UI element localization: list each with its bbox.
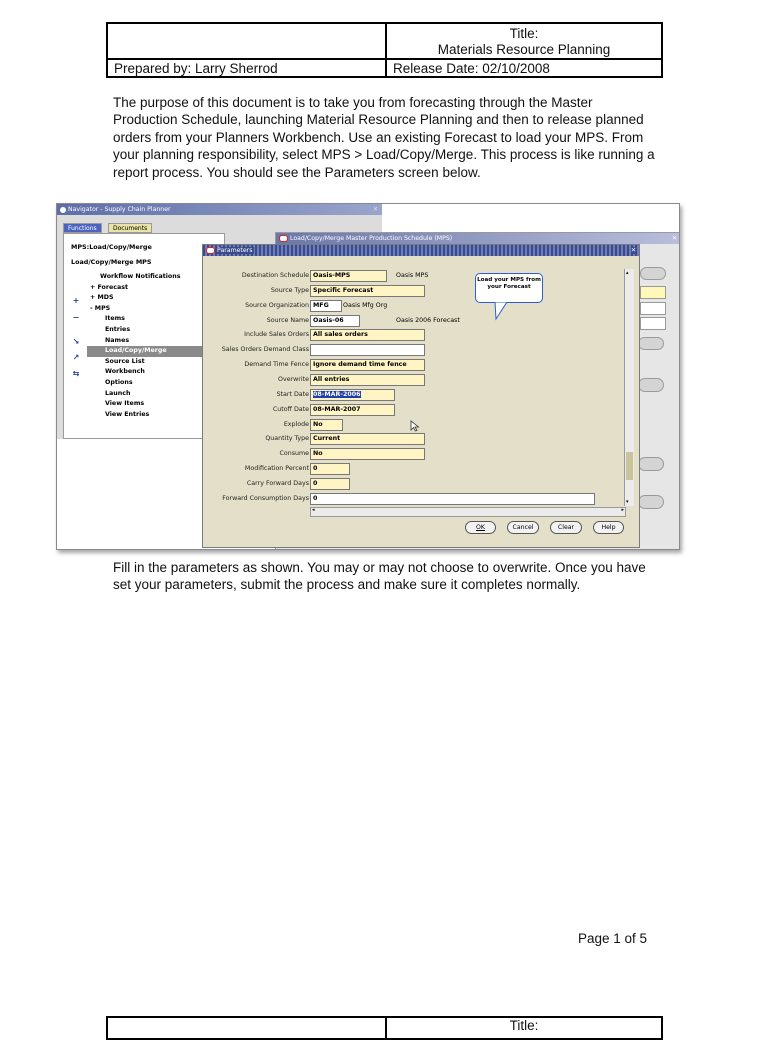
param-value: Ignore demand time fence (313, 361, 407, 369)
param-field[interactable] (310, 419, 343, 431)
ok-button[interactable]: OK (465, 521, 496, 534)
vertical-scrollbar[interactable] (624, 269, 634, 506)
param-value: All entries (313, 375, 350, 383)
navigator-title: Navigator - Supply Chain Planner (68, 206, 171, 213)
tree-item[interactable]: View Items (105, 400, 145, 408)
param-field[interactable] (310, 448, 425, 460)
param-label: Source Type (270, 286, 309, 294)
next-header-title-label: Title: (386, 1017, 662, 1039)
parameters-dialog (202, 244, 640, 548)
link-icon[interactable]: ⇆ (72, 369, 80, 378)
scroll-down-icon[interactable]: ▾ (626, 499, 629, 505)
tree-item[interactable]: Options (105, 378, 133, 386)
param-label: Cutoff Date (272, 405, 309, 413)
param-field[interactable] (310, 404, 395, 416)
tree-item[interactable]: Names (105, 336, 130, 344)
followup-paragraph: Fill in the parameters as shown. You may or may not choose to overwrite. Once you have set your parameters, submit the process and make sure it completes normally. (113, 560, 646, 593)
param-value: No (313, 450, 323, 458)
param-value: MFG (313, 301, 329, 309)
param-value: 0 (313, 494, 318, 502)
background-button (638, 495, 664, 509)
clear-button[interactable]: Clear (550, 521, 582, 534)
mouse-pointer-icon (410, 420, 420, 432)
param-label: Forward Consumption Days (222, 494, 309, 502)
param-label: Quantity Type (265, 435, 309, 443)
param-field[interactable] (310, 270, 387, 282)
tree-item[interactable]: + MDS (90, 294, 114, 302)
horizontal-scrollbar[interactable] (310, 507, 626, 517)
close-icon[interactable]: ✕ (671, 235, 677, 242)
background-button (638, 337, 664, 350)
param-field[interactable] (310, 329, 425, 341)
param-value: Oasis-MPS (313, 272, 351, 279)
param-field[interactable] (310, 359, 425, 371)
param-field[interactable] (310, 433, 425, 445)
tree-item-selected[interactable]: Load/Copy/Merge (87, 346, 223, 357)
document-header-table (106, 22, 663, 78)
tree-item[interactable]: Source List (105, 357, 145, 365)
param-label: Source Name (266, 316, 309, 324)
param-label: Sales Orders Demand Class (221, 346, 309, 354)
collapse-all-icon[interactable]: ↗ (72, 353, 80, 362)
param-label: Demand Time Fence (244, 361, 309, 369)
scroll-right-icon[interactable]: ▸ (621, 507, 624, 513)
tab-documents[interactable]: Documents (108, 223, 152, 233)
intro-paragraph: The purpose of this document is to take you from forecasting through the Master Production Schedule, launching Material Resource Planning and then to release planned orders from your Planners Workbench. Use an existing Forecast to load your MPS. From your planning responsibility, select MPS > Load/Copy/Merge. This process is like running a report process. You should see the Parameters screen below. (113, 95, 655, 180)
prepared-by: Prepared by: Larry Sherrod (107, 59, 386, 77)
param-value: Specific Forecast (313, 286, 374, 294)
param-description: Oasis 2006 Forecast (396, 316, 460, 324)
param-value: 08-MAR-2007 (313, 405, 361, 413)
background-button (638, 378, 664, 392)
param-value: 0 (313, 465, 318, 473)
param-label: Consume (279, 450, 309, 458)
tree-item[interactable]: - MPS (90, 304, 111, 312)
parameters-title: Parameters (217, 247, 253, 254)
navigator-heading: MPS:Load/Copy/Merge (71, 243, 152, 251)
param-label: Explode (283, 420, 309, 428)
tree-item[interactable]: View Entries (105, 410, 150, 418)
callout-pointer (493, 302, 513, 322)
param-value: No (313, 420, 323, 428)
help-button[interactable]: Help (593, 521, 624, 534)
close-icon[interactable]: ✕ (372, 206, 378, 213)
embedded-screenshot (56, 203, 680, 550)
param-label: Overwrite (278, 375, 309, 383)
expand-all-icon[interactable]: ↘ (72, 337, 80, 346)
oracle-icon (279, 235, 288, 242)
collapse-icon[interactable]: − (72, 313, 80, 322)
tree-item[interactable]: Entries (105, 325, 131, 333)
param-field[interactable] (310, 300, 342, 312)
next-page-header-table (106, 1016, 663, 1040)
param-field[interactable] (310, 344, 425, 356)
background-button (638, 457, 664, 471)
close-icon[interactable]: ✕ (630, 247, 636, 254)
tree-item[interactable]: Workflow Notifications (100, 273, 181, 280)
background-field (640, 317, 666, 330)
param-label: Modification Percent (244, 465, 309, 473)
navigator-icon (60, 207, 66, 213)
tree-item[interactable]: Launch (105, 389, 131, 397)
callout-box: Load your MPS from your Forecast (475, 273, 543, 303)
param-value: Current (313, 435, 341, 443)
param-value: 08-MAR-2006 (313, 390, 361, 398)
tree-item[interactable]: Items (105, 315, 125, 323)
tree-item[interactable]: Workbench (105, 368, 145, 376)
param-field[interactable] (310, 478, 350, 490)
header-title-value: Materials Resource Planning (437, 42, 611, 57)
oracle-icon (206, 247, 215, 254)
cancel-button[interactable]: Cancel (507, 521, 539, 534)
scroll-thumb[interactable] (626, 452, 633, 480)
tab-functions[interactable]: Functions (63, 223, 102, 233)
scroll-up-icon[interactable]: ▴ (626, 270, 629, 276)
expand-icon[interactable]: + (72, 296, 80, 305)
scroll-left-icon[interactable]: ◂ (312, 507, 315, 513)
param-field[interactable] (310, 315, 360, 327)
param-label: Destination Schedule (241, 272, 309, 279)
background-field (640, 286, 666, 299)
param-label: Include Sales Orders (244, 331, 309, 339)
param-description: Oasis Mfg Org (343, 301, 388, 309)
param-field[interactable] (310, 285, 425, 297)
header-title-label: Title: (509, 26, 539, 41)
param-label: Start Date (276, 390, 309, 398)
param-value: 0 (313, 479, 318, 487)
param-value: Oasis-06 (313, 316, 344, 324)
background-field (640, 302, 666, 315)
param-field[interactable] (310, 389, 395, 401)
param-field[interactable] (310, 493, 595, 505)
param-field[interactable] (310, 463, 350, 475)
page-number: Page 1 of 5 (578, 931, 648, 946)
param-label: Source Organization (245, 301, 309, 309)
tree-item[interactable]: + Forecast (90, 283, 128, 291)
param-label: Carry Forward Days (246, 479, 309, 487)
param-description: Oasis MPS (396, 272, 429, 279)
release-date: Release Date: 02/10/2008 (386, 59, 662, 77)
background-field (640, 267, 666, 280)
background-window-title: Load/Copy/Merge Master Production Schedule (MPS) (290, 235, 453, 242)
param-field[interactable] (310, 374, 425, 386)
param-value: All sales orders (313, 331, 368, 339)
navigator-subheading: Load/Copy/Merge MPS (71, 258, 152, 266)
